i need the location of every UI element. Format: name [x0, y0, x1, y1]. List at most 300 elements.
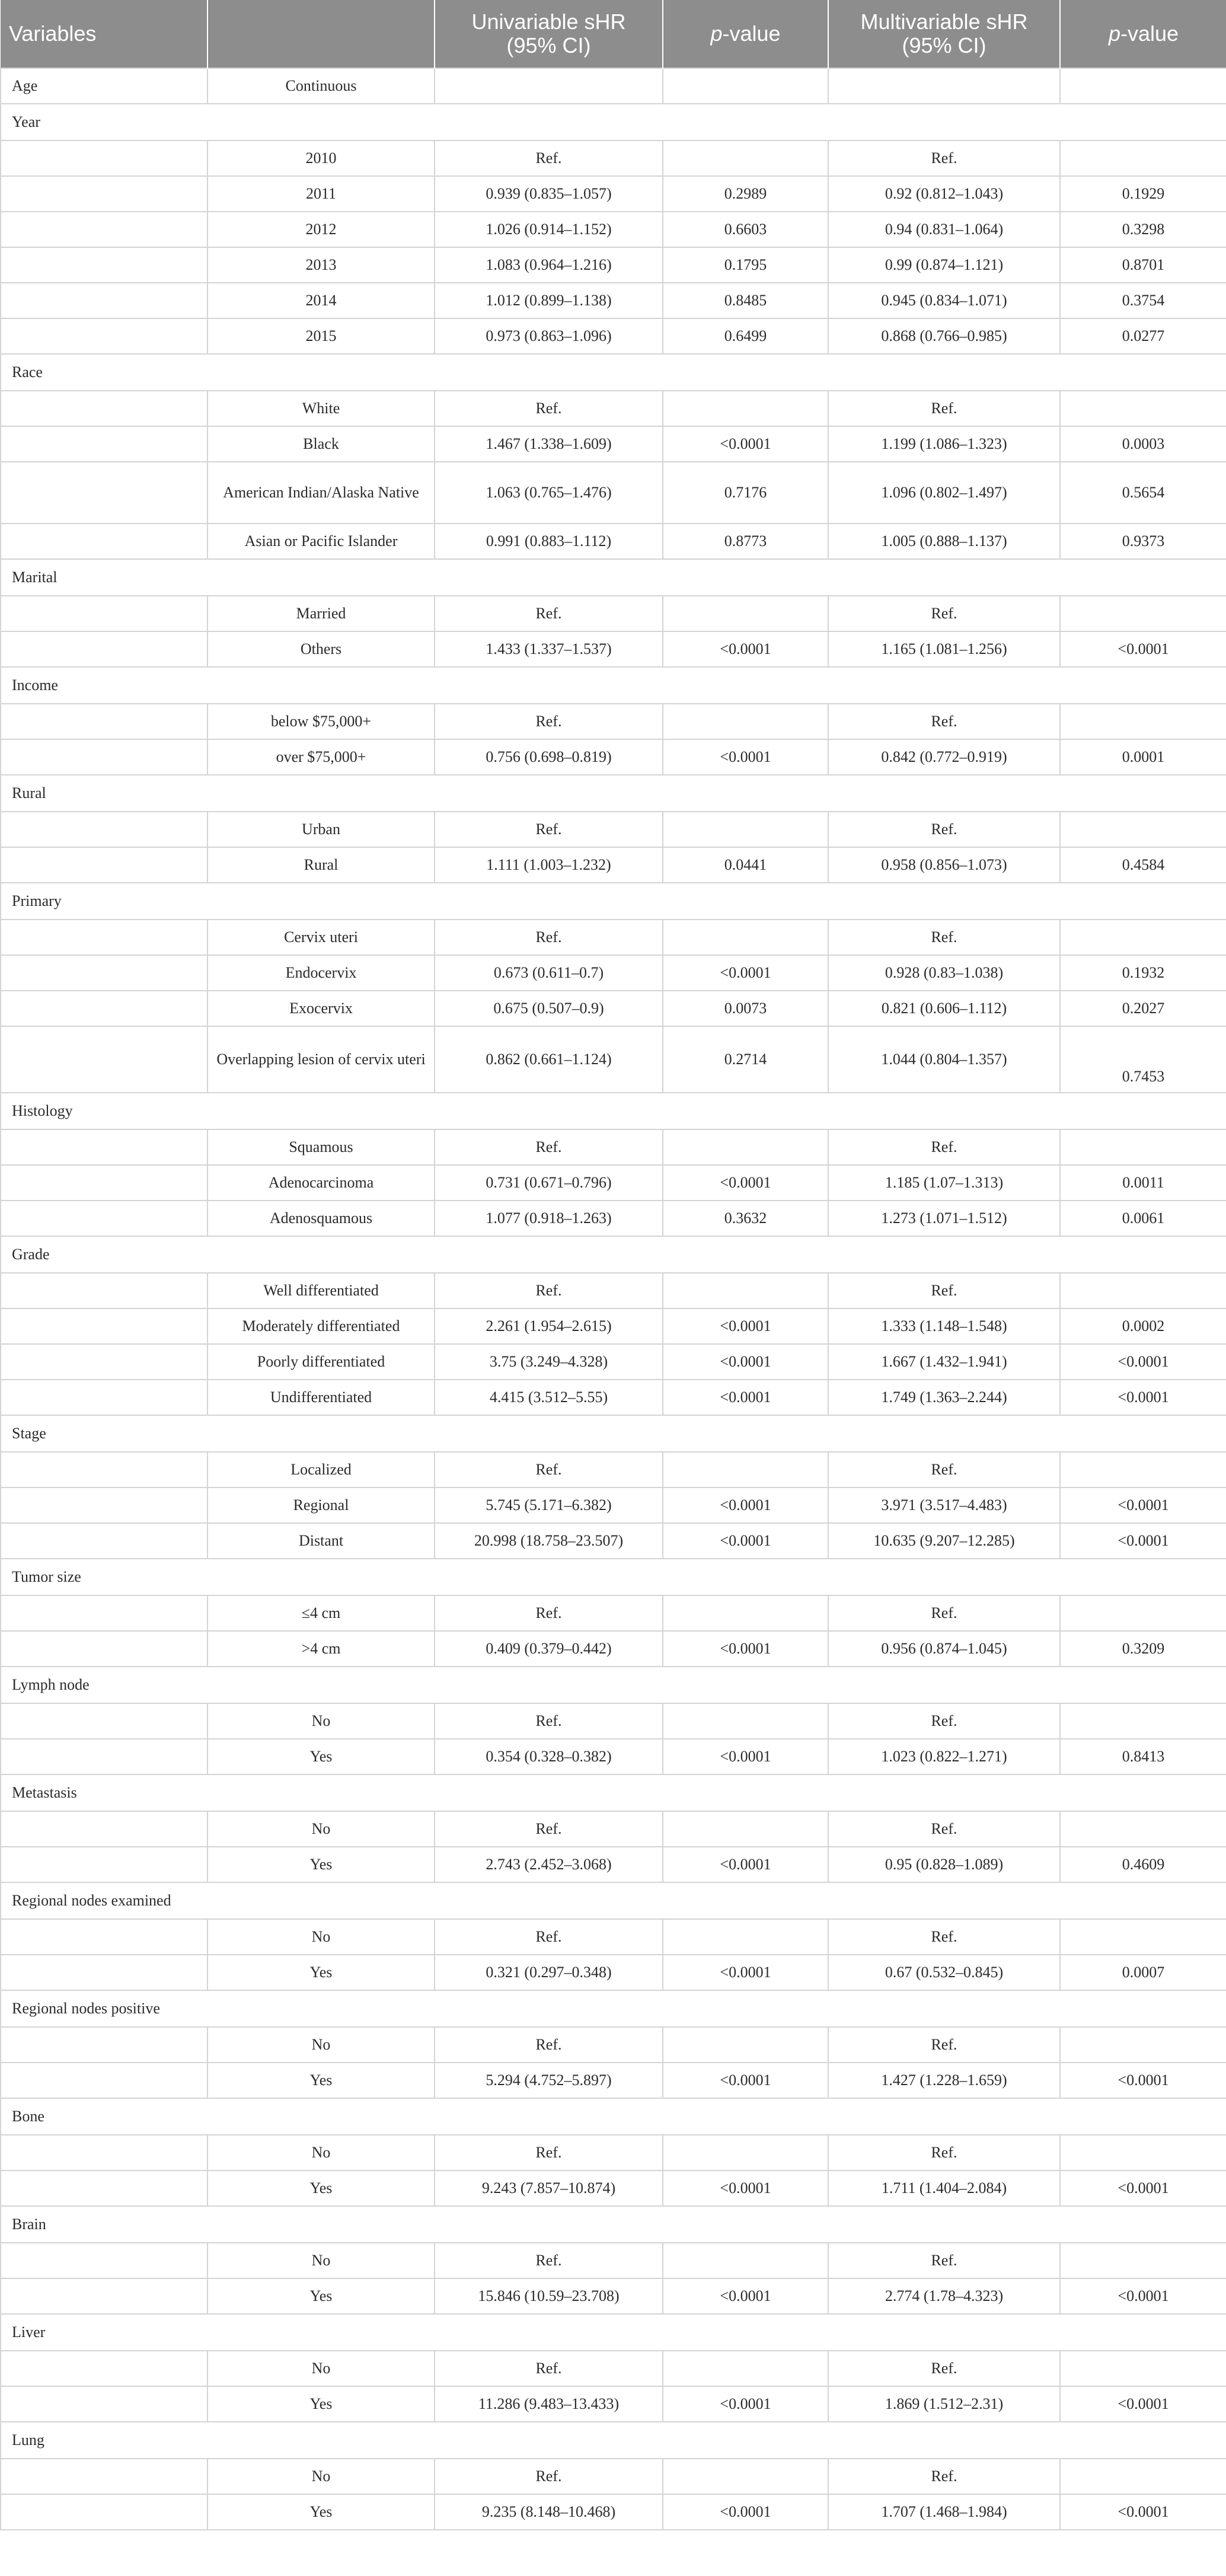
- variable-cell: [1, 2351, 207, 2386]
- univariable-p-cell: <0.0001: [663, 2386, 828, 2422]
- univariable-shr-cell: 15.846 (10.59–23.708): [435, 2278, 663, 2314]
- category-cell: 2013: [207, 247, 435, 283]
- variable-cell: [1, 2243, 207, 2278]
- multivariable-p-cell: [1060, 2351, 1226, 2386]
- variable-group-label: Grade: [1, 1236, 1226, 1273]
- multivariable-shr-cell: Ref.: [828, 2459, 1060, 2494]
- multivariable-shr-cell: 1.273 (1.071–1.512): [828, 1201, 1060, 1236]
- group-row: [1, 1236, 1226, 1273]
- category-cell: Asian or Pacific Islander: [207, 524, 435, 559]
- category-cell: No: [207, 2135, 435, 2170]
- univariable-p-cell: <0.0001: [663, 2063, 828, 2098]
- univariable-p-cell: 0.8773: [663, 524, 828, 559]
- category-cell: Undifferentiated: [207, 1380, 435, 1415]
- variable-group-label: Year: [1, 104, 1226, 141]
- univariable-shr-cell: Ref.: [435, 2027, 663, 2063]
- variable-cell: [1, 1308, 207, 1344]
- multivariable-shr-cell: Ref.: [828, 2027, 1060, 2063]
- multivariable-shr-cell: 0.94 (0.831–1.064): [828, 212, 1060, 247]
- univariable-shr-cell: 1.063 (0.765–1.476): [435, 462, 663, 524]
- variable-cell: [1, 1129, 207, 1165]
- category-cell: 2010: [207, 141, 435, 176]
- univariable-p-cell: <0.0001: [663, 1344, 828, 1380]
- multivariable-shr-cell: 1.667 (1.432–1.941): [828, 1344, 1060, 1380]
- category-cell: Distant: [207, 1523, 435, 1559]
- univariable-p-cell: 0.3632: [663, 1201, 828, 1236]
- group-row: [1, 354, 1226, 391]
- variable-group-label: Stage: [1, 1415, 1226, 1452]
- multivariable-shr-cell: Ref.: [828, 704, 1060, 739]
- table-row: [1, 1487, 1226, 1523]
- univariable-p-cell: <0.0001: [663, 2494, 828, 2530]
- multivariable-p-cell: <0.0001: [1060, 2170, 1226, 2206]
- header-multi-line1: Multivariable sHR: [860, 9, 1028, 34]
- multivariable-p-cell: 0.3298: [1060, 212, 1226, 247]
- table-body: [1, 68, 1226, 2530]
- category-cell: Continuous: [207, 68, 435, 104]
- table-row: [1, 524, 1226, 559]
- multivariable-p-cell: [1060, 141, 1226, 176]
- category-cell: Urban: [207, 812, 435, 847]
- univariable-shr-cell: 1.467 (1.338–1.609): [435, 426, 663, 462]
- variable-cell: [1, 2135, 207, 2170]
- multivariable-shr-cell: 2.774 (1.78–4.323): [828, 2278, 1060, 2314]
- multivariable-p-cell: [1060, 1273, 1226, 1308]
- univariable-p-cell: <0.0001: [663, 426, 828, 462]
- table-row: [1, 1308, 1226, 1344]
- univariable-shr-cell: Ref.: [435, 141, 663, 176]
- header-p-italic: p: [710, 21, 723, 46]
- multivariable-p-cell: <0.0001: [1060, 1380, 1226, 1415]
- category-cell: Well differentiated: [207, 1273, 435, 1308]
- multivariable-shr-cell: Ref.: [828, 1452, 1060, 1487]
- table-row: [1, 2459, 1226, 2494]
- category-cell: >4 cm: [207, 1631, 435, 1667]
- variable-group-label: Regional nodes positive: [1, 1990, 1226, 2027]
- variable-cell: [1, 739, 207, 775]
- group-row: [1, 1774, 1226, 1811]
- table-row: [1, 812, 1226, 847]
- multivariable-shr-cell: 0.95 (0.828–1.089): [828, 1847, 1060, 1882]
- univariable-p-cell: [663, 1129, 828, 1165]
- univariable-p-cell: [663, 1595, 828, 1631]
- multivariable-shr-cell: 0.945 (0.834–1.071): [828, 283, 1060, 318]
- univariable-shr-cell: 20.998 (18.758–23.507): [435, 1523, 663, 1559]
- category-cell: Yes: [207, 2063, 435, 2098]
- table-row: [1, 1919, 1226, 1955]
- group-row: [1, 1990, 1226, 2027]
- univariable-p-cell: [663, 1811, 828, 1847]
- univariable-p-cell: [663, 704, 828, 739]
- multivariable-shr-cell: 0.842 (0.772–0.919): [828, 739, 1060, 775]
- group-row: [1, 775, 1226, 812]
- header-multivariable-shr: [828, 0, 1060, 68]
- header-multivariable-p-value: [1060, 0, 1226, 68]
- header-p-rest: -value: [722, 21, 781, 46]
- variable-cell: [1, 955, 207, 991]
- multivariable-p-cell: [1060, 1919, 1226, 1955]
- variable-cell: [1, 2386, 207, 2422]
- univariable-p-cell: [663, 2027, 828, 2063]
- variable-cell: [1, 1165, 207, 1201]
- univariable-shr-cell: 0.354 (0.328–0.382): [435, 1739, 663, 1774]
- variable-cell: [1, 1631, 207, 1667]
- univariable-p-cell: 0.7176: [663, 462, 828, 524]
- variable-cell: [1, 524, 207, 559]
- variable-group-label: Lymph node: [1, 1667, 1226, 1703]
- multivariable-p-cell: 0.4584: [1060, 847, 1226, 883]
- category-cell: Adenocarcinoma: [207, 1165, 435, 1201]
- group-row: [1, 1882, 1226, 1919]
- variable-group-label: Liver: [1, 2314, 1226, 2351]
- header-category: [207, 0, 435, 68]
- category-cell: No: [207, 2351, 435, 2386]
- multivariable-shr-cell: 1.199 (1.086–1.323): [828, 426, 1060, 462]
- variable-group-label: Histology: [1, 1093, 1226, 1129]
- variable-cell: [1, 1344, 207, 1380]
- variable-cell: [1, 704, 207, 739]
- variable-cell: [1, 176, 207, 212]
- variable-cell: [1, 2459, 207, 2494]
- category-cell: Moderately differentiated: [207, 1308, 435, 1344]
- group-row: [1, 883, 1226, 920]
- univariable-shr-cell: 0.973 (0.863–1.096): [435, 318, 663, 354]
- table-row: [1, 991, 1226, 1026]
- table-row: [1, 2386, 1226, 2422]
- table-row: [1, 2027, 1226, 2063]
- category-cell: over $75,000+: [207, 739, 435, 775]
- multivariable-p-cell: <0.0001: [1060, 2063, 1226, 2098]
- univariable-shr-cell: 9.235 (8.148–10.468): [435, 2494, 663, 2530]
- group-row: [1, 1093, 1226, 1129]
- header-uni-line1: Univariable sHR: [471, 9, 626, 34]
- univariable-shr-cell: 11.286 (9.483–13.433): [435, 2386, 663, 2422]
- variable-cell: [1, 2170, 207, 2206]
- header-multi-line2: (95% CI): [902, 33, 986, 58]
- univariable-shr-cell: 1.433 (1.337–1.537): [435, 631, 663, 667]
- category-cell: 2012: [207, 212, 435, 247]
- table-row: [1, 631, 1226, 667]
- table-row: [1, 1273, 1226, 1308]
- group-row: [1, 1415, 1226, 1452]
- univariable-p-cell: <0.0001: [663, 1308, 828, 1344]
- variable-cell: [1, 141, 207, 176]
- category-cell: Yes: [207, 1847, 435, 1882]
- category-cell: ≤4 cm: [207, 1595, 435, 1631]
- univariable-p-cell: <0.0001: [663, 1523, 828, 1559]
- variable-cell: [1, 2494, 207, 2530]
- multivariable-shr-cell: Ref.: [828, 1811, 1060, 1847]
- univariable-p-cell: <0.0001: [663, 1739, 828, 1774]
- multivariable-p-cell: [1060, 2459, 1226, 2494]
- variable-name-cell: Age: [1, 68, 207, 104]
- category-cell: No: [207, 1919, 435, 1955]
- multivariable-p-cell: <0.0001: [1060, 2494, 1226, 2530]
- multivariable-shr-cell: 1.005 (0.888–1.137): [828, 524, 1060, 559]
- table-row-age: [1, 68, 1226, 104]
- multivariable-p-cell: <0.0001: [1060, 2278, 1226, 2314]
- variable-group-label: Rural: [1, 775, 1226, 812]
- table-row: [1, 176, 1226, 212]
- univariable-shr-cell: Ref.: [435, 1919, 663, 1955]
- category-cell: Others: [207, 631, 435, 667]
- multivariable-shr-cell: 0.868 (0.766–0.985): [828, 318, 1060, 354]
- univariable-shr-cell: 1.026 (0.914–1.152): [435, 212, 663, 247]
- univariable-p-cell: <0.0001: [663, 1165, 828, 1201]
- univariable-shr-cell: 4.415 (3.512–5.55): [435, 1380, 663, 1415]
- table-header: [1, 0, 1226, 68]
- univariable-p-cell: [663, 596, 828, 631]
- category-cell: Localized: [207, 1452, 435, 1487]
- multivariable-p-cell: <0.0001: [1060, 1487, 1226, 1523]
- variable-cell: [1, 212, 207, 247]
- multivariable-p-cell: 0.8701: [1060, 247, 1226, 283]
- univariable-shr-cell: Ref.: [435, 920, 663, 955]
- table-row: [1, 1739, 1226, 1774]
- univariable-shr-cell: Ref.: [435, 2351, 663, 2386]
- category-cell: No: [207, 2027, 435, 2063]
- multivariable-p-cell: [1060, 2243, 1226, 2278]
- univariable-p-cell: 0.2989: [663, 176, 828, 212]
- multivariable-p-cell: [1060, 596, 1226, 631]
- univariable-shr-cell: Ref.: [435, 812, 663, 847]
- multivariable-shr-cell: 1.427 (1.228–1.659): [828, 2063, 1060, 2098]
- multivariable-shr-cell: Ref.: [828, 596, 1060, 631]
- multivariable-p-cell: 0.0277: [1060, 318, 1226, 354]
- univariable-p-cell: [663, 920, 828, 955]
- univariable-shr-cell: Ref.: [435, 596, 663, 631]
- multivariable-shr-cell: Ref.: [828, 141, 1060, 176]
- category-cell: Poorly differentiated: [207, 1344, 435, 1380]
- univariable-shr-cell: 1.111 (1.003–1.232): [435, 847, 663, 883]
- multivariable-p-cell: <0.0001: [1060, 2386, 1226, 2422]
- multivariable-p-cell: 0.4609: [1060, 1847, 1226, 1882]
- univariable-shr-cell: 5.745 (5.171–6.382): [435, 1487, 663, 1523]
- header-p-italic: p: [1108, 21, 1120, 46]
- multivariable-p-cell: 0.0007: [1060, 1955, 1226, 1990]
- category-cell: Married: [207, 596, 435, 631]
- variable-cell: [1, 1595, 207, 1631]
- univariable-p-cell: [663, 1919, 828, 1955]
- univariable-shr-cell: 0.675 (0.507–0.9): [435, 991, 663, 1026]
- univariable-p-cell: 0.1795: [663, 247, 828, 283]
- variable-cell: [1, 1452, 207, 1487]
- univariable-p-cell: [663, 141, 828, 176]
- group-row: [1, 104, 1226, 141]
- group-row: [1, 1667, 1226, 1703]
- variable-cell: [1, 1811, 207, 1847]
- table-row: [1, 704, 1226, 739]
- table-row: [1, 283, 1226, 318]
- univariable-p-cell: <0.0001: [663, 631, 828, 667]
- univariable-shr-cell: Ref.: [435, 1452, 663, 1487]
- group-row: [1, 2422, 1226, 2459]
- multivariable-shr-cell: Ref.: [828, 2243, 1060, 2278]
- univariable-shr-cell: Ref.: [435, 2243, 663, 2278]
- univariable-shr-cell: 0.991 (0.883–1.112): [435, 524, 663, 559]
- multivariable-shr-cell: Ref.: [828, 920, 1060, 955]
- univariable-p-cell: <0.0001: [663, 955, 828, 991]
- univariable-shr-cell: Ref.: [435, 2135, 663, 2170]
- table-row: [1, 2278, 1226, 2314]
- multivariable-shr-cell: 1.044 (0.804–1.357): [828, 1026, 1060, 1093]
- header-univariable-p-value: [663, 0, 828, 68]
- multivariable-shr-cell: 0.956 (0.874–1.045): [828, 1631, 1060, 1667]
- category-cell: Yes: [207, 1955, 435, 1990]
- table-row: [1, 2494, 1226, 2530]
- table-row: [1, 141, 1226, 176]
- univariable-shr-cell: 0.321 (0.297–0.348): [435, 1955, 663, 1990]
- variable-cell: [1, 426, 207, 462]
- multivariable-shr-cell: Ref.: [828, 1703, 1060, 1739]
- univariable-p-cell: [663, 1273, 828, 1308]
- group-row: [1, 667, 1226, 704]
- variable-group-label: Metastasis: [1, 1774, 1226, 1811]
- multivariable-shr-cell: 1.096 (0.802–1.497): [828, 462, 1060, 524]
- univariable-p-cell: [663, 1452, 828, 1487]
- univariable-p-cell: <0.0001: [663, 1847, 828, 1882]
- table-row: [1, 596, 1226, 631]
- table-row: [1, 2243, 1226, 2278]
- variable-group-label: Race: [1, 354, 1226, 391]
- univariable-shr-cell: Ref.: [435, 1273, 663, 1308]
- variable-cell: [1, 1487, 207, 1523]
- multivariable-p-cell: <0.0001: [1060, 1523, 1226, 1559]
- multivariable-shr-cell: 1.711 (1.404–2.084): [828, 2170, 1060, 2206]
- multivariable-p-cell: [1060, 1595, 1226, 1631]
- univariable-shr-cell: 5.294 (4.752–5.897): [435, 2063, 663, 2098]
- multivariable-shr-cell: Ref.: [828, 391, 1060, 426]
- variable-group-label: Tumor size: [1, 1559, 1226, 1595]
- variable-cell: [1, 1739, 207, 1774]
- multivariable-p-cell: 0.0002: [1060, 1308, 1226, 1344]
- category-cell: 2015: [207, 318, 435, 354]
- multivariable-shr-cell: Ref.: [828, 1595, 1060, 1631]
- multivariable-shr-cell: 3.971 (3.517–4.483): [828, 1487, 1060, 1523]
- variable-cell: [1, 631, 207, 667]
- multivariable-p-cell: 0.0001: [1060, 739, 1226, 775]
- table-row: [1, 212, 1226, 247]
- table-row: [1, 1344, 1226, 1380]
- table-row: [1, 2170, 1226, 2206]
- variable-cell: [1, 991, 207, 1026]
- univariable-p-cell: 0.0441: [663, 847, 828, 883]
- table-row: [1, 1703, 1226, 1739]
- univariable-shr-cell: Ref.: [435, 1595, 663, 1631]
- multivariable-shr-cell: 1.707 (1.468–1.984): [828, 2494, 1060, 2530]
- category-cell: No: [207, 1703, 435, 1739]
- table-row: [1, 247, 1226, 283]
- category-cell: Yes: [207, 2278, 435, 2314]
- variable-cell: [1, 1026, 207, 1093]
- multivariable-shr-cell: 0.821 (0.606–1.112): [828, 991, 1060, 1026]
- univariable-shr-cell: 0.939 (0.835–1.057): [435, 176, 663, 212]
- variable-group-label: Lung: [1, 2422, 1226, 2459]
- multivariable-shr-cell: Ref.: [828, 1129, 1060, 1165]
- multivariable-p-cell: [1060, 704, 1226, 739]
- univariable-p-cell: [663, 2351, 828, 2386]
- variable-cell: [1, 462, 207, 524]
- header-uni-line2: (95% CI): [506, 33, 591, 58]
- univariable-shr-cell: Ref.: [435, 391, 663, 426]
- variable-cell: [1, 2027, 207, 2063]
- univariable-p-cell: 0.2714: [663, 1026, 828, 1093]
- multivariable-p-cell: [1060, 920, 1226, 955]
- multivariable-p-cell: [1060, 1811, 1226, 1847]
- category-cell: below $75,000+: [207, 704, 435, 739]
- multivariable-p-cell: [1060, 1129, 1226, 1165]
- category-cell: White: [207, 391, 435, 426]
- univariable-shr-cell: 0.409 (0.379–0.442): [435, 1631, 663, 1667]
- multivariable-shr-cell: Ref.: [828, 2351, 1060, 2386]
- multivariable-shr-cell: 1.749 (1.363–2.244): [828, 1380, 1060, 1415]
- category-cell: Yes: [207, 2494, 435, 2530]
- univariable-p-cell: [663, 2243, 828, 2278]
- table-row: [1, 426, 1226, 462]
- univariable-p-cell: <0.0001: [663, 739, 828, 775]
- variable-group-label: Regional nodes examined: [1, 1882, 1226, 1919]
- group-row: [1, 2206, 1226, 2243]
- table-row: [1, 1201, 1226, 1236]
- multivariable-shr-cell: 1.165 (1.081–1.256): [828, 631, 1060, 667]
- multivariable-p-cell: 0.0003: [1060, 426, 1226, 462]
- variable-group-label: Marital: [1, 559, 1226, 596]
- header-variables: Variables: [1, 0, 207, 68]
- univariable-shr-cell: 1.083 (0.964–1.216): [435, 247, 663, 283]
- table-row: [1, 1452, 1226, 1487]
- univariable-p-cell: [663, 68, 828, 104]
- variable-cell: [1, 1955, 207, 1990]
- univariable-p-cell: [663, 812, 828, 847]
- multivariable-shr-cell: 10.635 (9.207–12.285): [828, 1523, 1060, 1559]
- univariable-shr-cell: 0.673 (0.611–0.7): [435, 955, 663, 991]
- variable-group-label: Brain: [1, 2206, 1226, 2243]
- variable-group-label: Bone: [1, 2098, 1226, 2135]
- variable-cell: [1, 1703, 207, 1739]
- variable-cell: [1, 1847, 207, 1882]
- header-row: [1, 0, 1226, 68]
- multivariable-shr-cell: [828, 68, 1060, 104]
- category-cell: No: [207, 1811, 435, 1847]
- variable-group-label: Income: [1, 667, 1226, 704]
- univariable-shr-cell: 2.261 (1.954–2.615): [435, 1308, 663, 1344]
- category-cell: Squamous: [207, 1129, 435, 1165]
- multivariable-shr-cell: 1.023 (0.822–1.271): [828, 1739, 1060, 1774]
- table-row: [1, 1847, 1226, 1882]
- multivariable-shr-cell: 0.928 (0.83–1.038): [828, 955, 1060, 991]
- category-cell: Rural: [207, 847, 435, 883]
- univariable-shr-cell: 1.077 (0.918–1.263): [435, 1201, 663, 1236]
- variable-cell: [1, 2063, 207, 2098]
- univariable-p-cell: [663, 1703, 828, 1739]
- multivariable-p-cell: [1060, 68, 1226, 104]
- category-cell: Regional: [207, 1487, 435, 1523]
- header-univariable-shr: [435, 0, 663, 68]
- table-row: [1, 318, 1226, 354]
- multivariable-p-cell: 0.8413: [1060, 1739, 1226, 1774]
- category-cell: 2011: [207, 176, 435, 212]
- category-cell: American Indian/Alaska Native: [207, 462, 435, 524]
- univariable-shr-cell: 0.756 (0.698–0.819): [435, 739, 663, 775]
- multivariable-shr-cell: Ref.: [828, 1273, 1060, 1308]
- multivariable-p-cell: [1060, 2135, 1226, 2170]
- category-cell: Endocervix: [207, 955, 435, 991]
- multivariable-shr-cell: 0.99 (0.874–1.121): [828, 247, 1060, 283]
- category-cell: Overlapping lesion of cervix uteri: [207, 1026, 435, 1093]
- univariable-p-cell: <0.0001: [663, 1631, 828, 1667]
- univariable-p-cell: <0.0001: [663, 1380, 828, 1415]
- univariable-shr-cell: [435, 68, 663, 104]
